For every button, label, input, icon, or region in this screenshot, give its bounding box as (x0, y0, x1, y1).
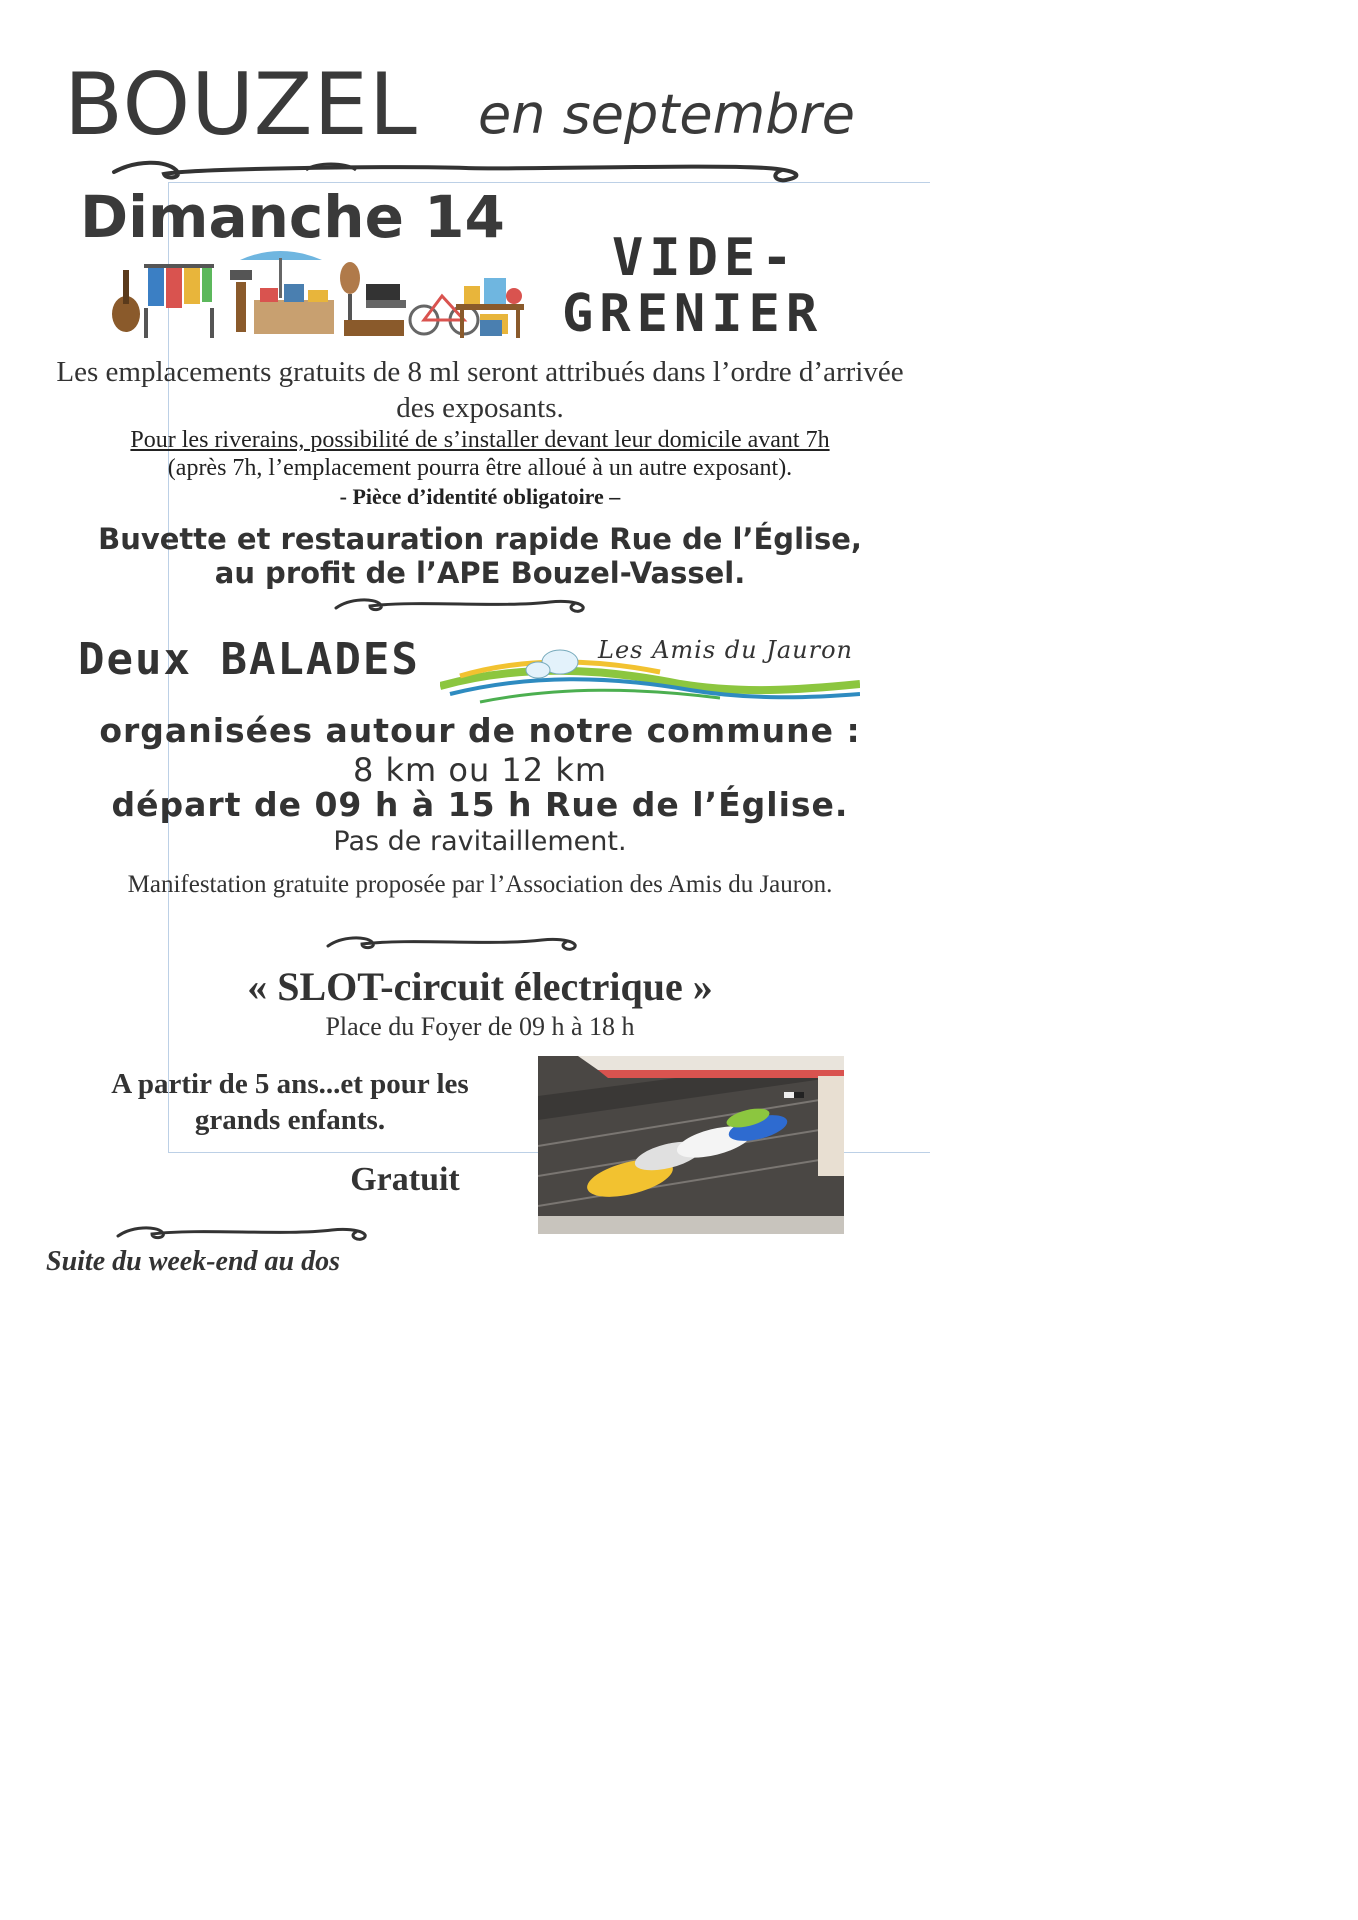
vide-grenier-spaces-text: Les emplacements gratuits de 8 ml seront attribués dans l’ordre d’arrivée des exposants. (56, 356, 904, 424)
balades-departure-text: départ de 09 h à 15 h Rue de l’Église. (111, 785, 849, 824)
vide-grenier-id-required-text: - Pièce d’identité obligatoire – (339, 484, 621, 509)
section-flourish-divider-2 (322, 932, 588, 956)
vide-grenier-residents-text: Pour les riverains, possibilité de s’installer devant leur domicile avant 7h (130, 427, 830, 453)
buvette-line-2: au profit de l’APE Bouzel-Vassel. (214, 556, 746, 590)
section-flourish-divider-1 (330, 594, 596, 618)
balades-organised-text: organisées autour de notre commune : (99, 711, 861, 750)
vide-grenier-after7h-text: (après 7h, l’emplacement pourra être alloué à un autre exposant). (167, 455, 793, 481)
vide-grenier-title-line2: GRENIER (562, 284, 824, 344)
buvette-text (40, 522, 920, 590)
footer-flourish-divider (112, 1222, 378, 1246)
balades-no-supply-text: Pas de ravitaillement. (333, 826, 627, 857)
vide-grenier-title-line1: VIDE- (612, 228, 799, 288)
balades-distance-text: 8 km ou 12 km (352, 751, 608, 789)
slot-location-time: Place du Foyer de 09 h à 18 h (325, 1012, 635, 1041)
continued-on-back-text: Suite du week-end au dos (46, 1246, 341, 1277)
header-flourish-divider (106, 156, 818, 186)
slot-price-text: Gratuit (350, 1161, 460, 1198)
event-date-heading: Dimanche 14 (80, 183, 505, 251)
slot-age-text: A partir de 5 ans...et pour les grands enfants. (111, 1068, 469, 1136)
balades-organiser-text: Manifestation gratuite proposée par l’Association des Amis du Jauron. (127, 871, 833, 898)
page-subtitle: en septembre (478, 83, 855, 146)
brocante-table-icon (450, 262, 534, 342)
page-title: BOUZEL (64, 55, 418, 155)
slot-car-photo (538, 1056, 844, 1234)
slot-title: « SLOT-circuit électrique » (247, 964, 713, 1009)
balades-title: Deux BALADES (78, 634, 420, 685)
buvette-line-1: Buvette et restauration rapide Rue de l’Église, (98, 522, 862, 556)
walk-logo-text: Les Amis du Jauron (598, 636, 854, 664)
